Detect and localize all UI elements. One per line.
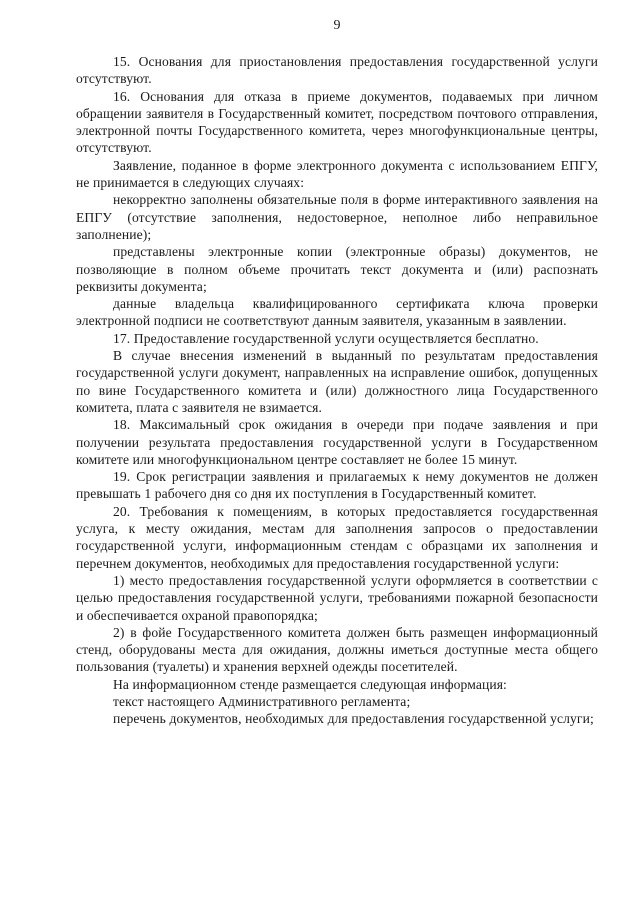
- paragraph-stand-info: На информационном стенде размещается следующая информация:: [113, 676, 507, 692]
- document-body: [76, 53, 598, 728]
- paragraph-16: 16. Основания для отказа в приеме документов, подаваемых при личном обращении заявителя в Государственный комитет, посредством почтового отправления, электронной почты Государственного комитета, через многофункциональные центры, отсутствуют.: [76, 88, 598, 156]
- paragraph-19: 19. Срок регистрации заявления и прилагаемых к нему документов не должен превышать 1 рабочего дня со дня их поступления в Государственный комитет.: [76, 469, 598, 502]
- paragraph-epgu-case-1: некорректно заполнены обязательные поля в форме интерактивного заявления на ЕПГУ (отсутствие заполнения, недостоверное, неполное либо неправильное заполнение);: [76, 192, 598, 242]
- paragraph-17-changes: В случае внесения изменений в выданный по результатам предоставления государственной услуги документ, направленных на исправление ошибок, допущенных по вине Государственного комитета и (или) должностного лица Государственного комитета, плата с заявителя не взимается.: [76, 348, 598, 415]
- paragraph-20: 20. Требования к помещениям, в которых предоставляется государственная услуга, к месту ожидания, местам для заполнения запросов о предоставлении государственной услуги, информационным стендам с образцами их заполнения и перечнем документов, необходимых для предоставления государственной услуги:: [76, 503, 598, 571]
- page-number: 9: [333, 18, 341, 33]
- paragraph-stand-item-2: перечень документов, необходимых для предоставления государственной услуги;: [113, 711, 594, 727]
- paragraph-20-item-2: 2) в фойе Государственного комитета должен быть размещен информационный стенд, оборудованы места для ожидания, должны иметься доступные места общего пользования (туалеты) и хранения верхней одежды посетителей.: [76, 624, 598, 675]
- document-page: [76, 0, 598, 905]
- paragraph-epgu-intro: Заявление, поданное в форме электронного документа с использованием ЕПГУ, не принимается в следующих случаях:: [76, 157, 598, 191]
- paragraph-stand-item-1: текст настоящего Административного регламента;: [113, 693, 411, 709]
- paragraph-18: 18. Максимальный срок ожидания в очереди при подаче заявления и при получении результата предоставления государственной услуги в Государственном комитете или многофункциональном центре составляет не более 15 минут.: [76, 417, 598, 467]
- paragraph-17: 17. Предоставление государственной услуги осуществляется бесплатно.: [113, 330, 539, 346]
- paragraph-15: 15. Основания для приостановления предоставления государственной услуги отсутствуют.: [76, 54, 598, 87]
- paragraph-20-item-1: 1) место предоставления государственной услуги оформляется в соответствии с целью предоставления государственной услуги, требованиями пожарной безопасности и обеспечивается охраной правопорядка;: [76, 572, 598, 623]
- paragraph-epgu-case-2: представлены электронные копии (электронные образы) документов, не позволяющие в полном объеме прочитать текст документа и (или) распознать реквизиты документа;: [76, 244, 598, 294]
- paragraph-epgu-case-3: данные владельца квалифицированного сертификата ключа проверки электронной подписи не соответствуют данным заявителя, указанным в заявлении.: [76, 296, 598, 329]
